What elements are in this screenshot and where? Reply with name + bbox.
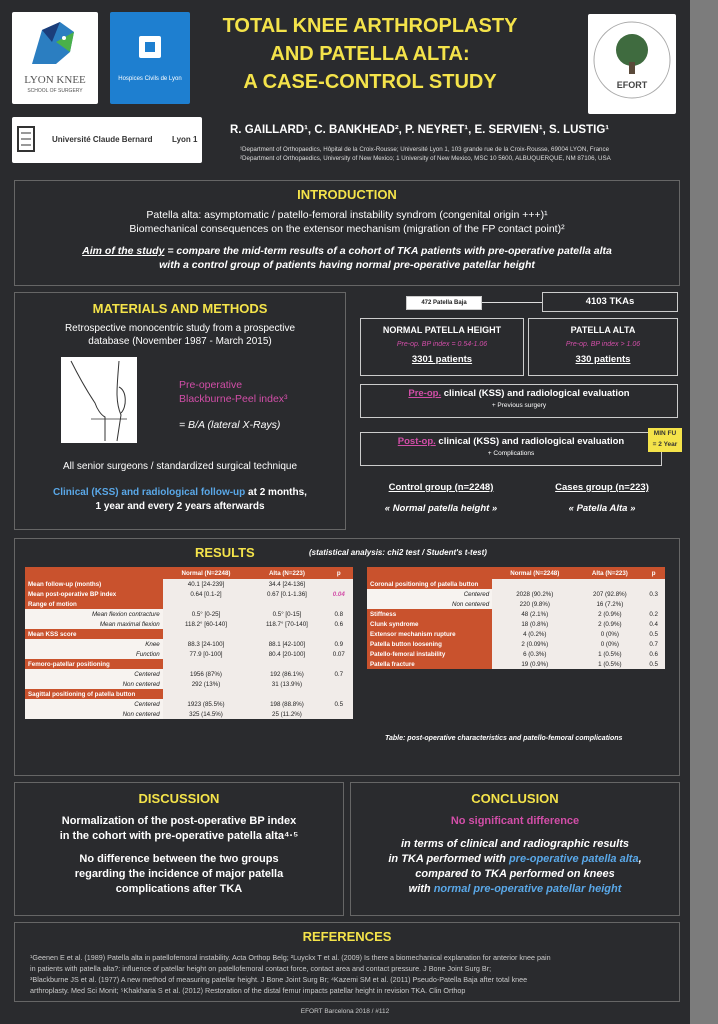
table-cell: Non centered xyxy=(367,599,492,609)
table-cell: Mean flexion contracture xyxy=(25,609,163,619)
results-stats-note: (statistical analysis: chi2 test / Student's t-test) xyxy=(309,548,487,557)
table-cell: 88.3 [24-100] xyxy=(187,640,225,648)
table-row xyxy=(367,599,665,609)
table-cell: 0.3 xyxy=(649,590,658,598)
cases-group-box xyxy=(528,478,676,522)
table-row xyxy=(25,629,353,639)
table-row xyxy=(367,619,665,629)
conclusion-3b: pre-operative patella alta xyxy=(508,853,639,865)
hospital-icon xyxy=(110,12,190,72)
table-cell: Centered xyxy=(25,699,163,709)
table-row xyxy=(25,599,353,609)
table-cell xyxy=(325,689,353,699)
methods-line-2: database (November 1987 - March 2015) xyxy=(88,336,272,347)
table-cell xyxy=(325,659,353,669)
results-table-left xyxy=(25,567,353,719)
normal-bp-range: Pre-op. BP index = 0.54-1.06 xyxy=(396,341,488,348)
table-row xyxy=(25,579,353,589)
affiliation-1: ¹Department of Orthopaedics, Hôpital de la Croix-Rousse; Université Lyon 1, 103 grande rue de la Croix-Rousse, 69004 LYON, France xyxy=(240,146,610,153)
hcl-logo xyxy=(110,12,190,104)
introduction-section xyxy=(14,180,680,286)
arrow-to-baja xyxy=(482,302,542,303)
table-header-cell: p xyxy=(642,567,665,579)
table-cell: 16 (7.2%) xyxy=(596,600,624,608)
table-cell: 0.5 xyxy=(334,700,344,708)
lyon-knee-text: LYON KNEE xyxy=(24,74,86,86)
table-row xyxy=(25,609,353,619)
postop-eval-box xyxy=(360,432,662,466)
aim-text-1: = compare the mid-term results of a cohort of TKA patients with pre-operative patella alta xyxy=(164,245,612,257)
reference-line-2: in patients with patella alta?: influence of patellar height on patellofemoral contact force, contact area and contact pressure. J Bone Joint Surg Br; xyxy=(30,964,492,973)
table-cell: 198 (88.8%) xyxy=(270,700,304,708)
table-cell: 2 (0.9%) xyxy=(598,620,622,628)
table-row xyxy=(367,579,665,589)
methods-section xyxy=(14,292,346,530)
table-row xyxy=(25,689,353,699)
patella-alta-box xyxy=(528,318,678,376)
discussion-line-1: Normalization of the post-operative BP index xyxy=(61,815,297,827)
table-cell xyxy=(249,659,324,669)
table-cell: Patella button loosening xyxy=(367,639,492,649)
table-cell: Non centered xyxy=(25,679,163,689)
table-cell: 325 (14.5%) xyxy=(189,710,223,718)
table-cell: Femoro-patellar positioning xyxy=(25,659,163,669)
aim-line-2: with a control group of patients having normal pre-operative patellar height xyxy=(159,259,535,271)
follow-up-rest: at 2 months, xyxy=(245,487,307,498)
table-cell: 0.8 xyxy=(334,610,344,618)
table-cell: Mean KSS score xyxy=(25,629,163,639)
wall-background xyxy=(690,0,718,1024)
table-header-row xyxy=(25,567,353,579)
discussion-line-4: regarding the incidence of major patella xyxy=(74,868,284,880)
table-cell xyxy=(325,629,353,639)
reference-line-4: arthroplasty. Med Sci Monit; ⁵Khakharia S et al. (2012) Restoration of the distal femur impacts patellar height in revision TKA. Clin Orthop xyxy=(30,986,466,995)
table-cell xyxy=(492,579,577,589)
control-group-box xyxy=(360,478,522,522)
discussion-line-5: complications after TKA xyxy=(115,883,243,895)
patella-alta-label: PATELLA ALTA xyxy=(570,325,636,335)
table-cell: 0.6 xyxy=(334,620,344,628)
table-row xyxy=(25,619,353,629)
efort-text: EFORT xyxy=(616,80,648,90)
table-header-cell: p xyxy=(325,567,353,579)
discussion-line-2: in the cohort with pre-operative patella alta⁴·⁵ xyxy=(59,830,299,842)
table-cell: 2 (0.9%) xyxy=(598,610,622,618)
conclusion-line-1: No significant difference xyxy=(450,815,580,827)
results-section xyxy=(14,538,680,776)
table-cell: 1 (0.5%) xyxy=(598,650,622,658)
total-tkas-box: 4103 TKAs xyxy=(542,292,678,312)
table-cell: Non centered xyxy=(25,709,163,719)
table-cell: 25 (11.2%) xyxy=(272,710,302,718)
efort-tree-icon xyxy=(588,14,676,114)
surgeons-text: All senior surgeons / standardized surgical technique xyxy=(62,461,298,472)
affiliation-2: ²Department of Orthopaedics, University of New Mexico; 1 University of New Mexico, MSC 10 5600, ALBUQUERQUE, NM 87106, USA xyxy=(240,155,611,162)
table-cell xyxy=(249,689,324,699)
table-cell: 0 (0%) xyxy=(600,640,619,648)
conclusion-section xyxy=(350,782,680,916)
reference-line-1: ¹Geenen E et al. (1989) Patella alta in patellofemoral instability. Acta Orthop Belg; ²Luyckx T et al. (2009) Is there a biomechanical explanation for anterior knee pain xyxy=(30,953,551,962)
normal-height-box xyxy=(360,318,524,376)
discussion-section xyxy=(14,782,344,916)
ucb-logo xyxy=(12,117,202,163)
table-cell: 0.67 [0.1-1.36] xyxy=(266,590,307,598)
table-cell xyxy=(325,599,353,609)
results-table-right xyxy=(367,567,665,669)
table-cell: 0.9 xyxy=(334,640,344,648)
table-cell xyxy=(325,679,353,689)
table-cell xyxy=(325,579,353,589)
table-cell: Extensor mechanism rupture xyxy=(367,629,492,639)
table-cell xyxy=(577,579,642,589)
table-cell: 0.4 xyxy=(649,620,658,628)
table-cell: 6 (0.3%) xyxy=(523,650,547,658)
table-cell: 4 (0.2%) xyxy=(523,630,547,638)
table-header-cell xyxy=(25,567,163,579)
table-row xyxy=(367,649,665,659)
table-cell: Clunk syndrome xyxy=(367,619,492,629)
conclusion-3a: in TKA performed with xyxy=(388,853,509,865)
results-heading: RESULTS xyxy=(195,545,255,560)
postop-eval-text xyxy=(361,436,661,447)
table-cell xyxy=(325,709,353,719)
title-line-1: TOTAL KNEE ARTHROPLASTY xyxy=(222,15,518,37)
discussion-heading: DISCUSSION xyxy=(138,791,220,806)
table-row xyxy=(367,639,665,649)
table-cell: 0.7 xyxy=(334,670,344,678)
results-caption: Table: post-operative characteristics and patello-femoral complications xyxy=(385,735,623,742)
table-cell: 0.5 xyxy=(649,660,658,668)
min-fu-label: MIN FU xyxy=(653,430,677,437)
table-cell: 0 (0%) xyxy=(600,630,619,638)
references-heading: REFERENCES xyxy=(302,929,392,944)
table-header-cell: Normal (N=2248) xyxy=(492,567,577,579)
bp-index-label-2: Blackburne-Peel index³ xyxy=(179,393,288,405)
table-cell xyxy=(249,599,324,609)
bp-index-label-1: Pre-operative xyxy=(179,379,243,391)
table-cell: Patello-femoral instability xyxy=(367,649,492,659)
table-cell xyxy=(249,629,324,639)
title-line-3: A CASE-CONTROL STUDY xyxy=(243,71,497,93)
table-cell xyxy=(163,689,250,699)
preop-rest: clinical (KSS) and radiological evaluation xyxy=(441,388,630,399)
min-fu-badge xyxy=(648,428,682,452)
conclusion-line-5 xyxy=(351,883,679,895)
knee-diagram-icon xyxy=(61,357,137,443)
ucb-city: Lyon 1 xyxy=(172,135,198,144)
table-cell: 0.64 [0.1-2] xyxy=(190,590,222,598)
table-cell: 192 (86.1%) xyxy=(270,670,304,678)
normal-height-label: NORMAL PATELLA HEIGHT xyxy=(382,325,502,335)
authors: R. GAILLARD¹, C. BANKHEAD², P. NEYRET¹, E. SERVIEN¹, S. LUSTIG¹ xyxy=(230,124,610,136)
table-header-cell: Alta (N=223) xyxy=(249,567,324,579)
table-cell: 0.04 xyxy=(332,590,345,598)
methods-line-1: Retrospective monocentric study from a prospective xyxy=(64,323,296,334)
ucb-emblem-icon xyxy=(12,117,42,163)
table-row xyxy=(367,659,665,669)
table-row xyxy=(25,659,353,669)
table-cell: Function xyxy=(25,649,163,659)
efort-logo xyxy=(588,14,676,114)
table-cell: Mean follow-up (months) xyxy=(25,579,163,589)
footer: EFORT Barcelona 2018 / #112 xyxy=(300,1008,390,1015)
conclusion-heading: CONCLUSION xyxy=(471,791,559,806)
table-cell: Centered xyxy=(367,589,492,599)
table-cell: 0.2 xyxy=(649,610,658,618)
table-cell: 1956 (87%) xyxy=(190,670,222,678)
table-cell xyxy=(163,599,250,609)
control-group-label: Control group (n=2248) xyxy=(388,482,494,493)
intro-line-1: Patella alta: asymptomatic / patello-femoral instability syndrom (congenital origin +++)¹ xyxy=(146,209,548,221)
follow-up-line-2: 1 year and every 2 years afterwards xyxy=(95,501,265,512)
table-cell: Range of motion xyxy=(25,599,163,609)
normal-patients: 3301 patients xyxy=(411,354,473,365)
table-cell: Knee xyxy=(25,639,163,649)
alta-patients: 330 patients xyxy=(575,354,631,365)
lyon-knee-subtext: SCHOOL OF SURGERY xyxy=(27,88,83,94)
control-group-sub: « Normal patella height » xyxy=(384,503,498,514)
reference-line-3: ³Blackburne JS et al. (1977) A new method of measuring patellar height. J Bone Joint Surg Br; ⁴Kazemi SM et al. (2011) Pseudo-Patella Baja after total knee xyxy=(30,975,528,984)
table-cell: 2028 (90.2%) xyxy=(516,590,554,598)
table-cell: 207 (92.8%) xyxy=(593,590,627,598)
table-row xyxy=(25,649,353,659)
cases-group-sub: « Patella Alta » xyxy=(568,503,636,514)
lyon-knee-logo xyxy=(12,12,98,104)
previous-surgery: + Previous surgery xyxy=(491,402,547,409)
table-row xyxy=(25,699,353,709)
preop-eval-box xyxy=(360,384,678,418)
alta-bp-range: Pre-op. BP index > 1.06 xyxy=(565,341,641,348)
conclusion-line-4: compared to TKA performed on knees xyxy=(415,868,615,880)
conclusion-line-2: in terms of clinical and radiographic results xyxy=(400,838,629,850)
table-cell: 0.5° [0-15] xyxy=(272,610,302,618)
bp-formula: = B/A (lateral X-Rays) xyxy=(179,419,281,431)
follow-up-highlight: Clinical (KSS) and radiological follow-up xyxy=(53,487,246,498)
table-row xyxy=(25,709,353,719)
discussion-line-3: No difference between the two groups xyxy=(79,853,279,865)
table-cell: 18 (0.8%) xyxy=(521,620,549,628)
table-cell xyxy=(163,659,250,669)
table-header-cell: Alta (N=223) xyxy=(577,567,642,579)
introduction-heading: INTRODUCTION xyxy=(297,187,397,202)
table-header-cell: Normal (N=2248) xyxy=(163,567,250,579)
table-header-row xyxy=(367,567,665,579)
min-fu-value: = 2 Year xyxy=(652,441,678,448)
table-cell: Mean maximal flexion xyxy=(25,619,163,629)
table-cell xyxy=(642,599,665,609)
conclusion-line-3 xyxy=(351,853,679,865)
table-cell: 0.7 xyxy=(649,640,658,648)
table-cell: 118.2° [60-140] xyxy=(185,620,227,628)
title-line-2: AND PATELLA ALTA: xyxy=(270,43,470,65)
table-cell: Patella fracture xyxy=(367,659,492,669)
table-cell: 292 (13%) xyxy=(191,680,221,688)
table-cell: 31 (13.9%) xyxy=(271,680,303,688)
conclusion-3c: , xyxy=(638,853,642,865)
table-cell: 0.5 xyxy=(649,630,658,638)
follow-up-line-1 xyxy=(15,487,345,498)
intro-line-2: Biomechanical consequences on the extensor mechanism (migration of the FP contact point)² xyxy=(129,223,565,235)
table-cell: Mean post-operative BP index xyxy=(25,589,163,599)
table-cell xyxy=(163,629,250,639)
table-row xyxy=(367,629,665,639)
ucb-text: Université Claude Bernard xyxy=(52,135,153,144)
table-cell: Sagittal positioning of patella button xyxy=(25,689,163,699)
table-cell: Centered xyxy=(25,669,163,679)
preop-eval-text xyxy=(361,388,677,399)
table-cell: 2 (0.09%) xyxy=(521,640,549,648)
table-row xyxy=(25,589,353,599)
complications: + Complications xyxy=(487,450,535,457)
table-cell: 34.4 [24-136] xyxy=(268,580,306,588)
table-cell: 0.6 xyxy=(649,650,658,658)
aim-line-1 xyxy=(15,245,679,257)
table-row xyxy=(25,669,353,679)
table-cell: 0.07 xyxy=(332,650,345,658)
hcl-text: Hospices Civils de Lyon xyxy=(118,76,182,82)
table-cell: 77.9 [0-100] xyxy=(189,650,223,658)
lion-icon xyxy=(12,12,98,72)
patella-baja-box: 472 Patella Baja xyxy=(406,296,482,310)
table-cell: 19 (0.9%) xyxy=(521,660,549,668)
table-cell: 118.7° [70-140] xyxy=(265,620,308,628)
table-cell: Coronal positioning of patella button xyxy=(367,579,492,589)
study-flowchart xyxy=(352,292,682,528)
table-cell: 88.1 [42-100] xyxy=(268,640,306,648)
table-cell: 40.1 [24-239] xyxy=(187,580,225,588)
conclusion-5a: with xyxy=(408,883,434,895)
poster-title xyxy=(190,12,550,96)
table-row xyxy=(367,609,665,619)
knee-xray-diagram xyxy=(61,357,137,443)
table-header-cell xyxy=(367,567,492,579)
table-row xyxy=(25,679,353,689)
conclusion-5b: normal pre-operative patellar height xyxy=(433,883,622,895)
cases-group-label: Cases group (n=223) xyxy=(555,482,649,493)
preop-label: Pre-op. xyxy=(408,388,442,399)
table-cell: 0.5° [0-25] xyxy=(191,610,221,618)
methods-heading: MATERIALS AND METHODS xyxy=(92,301,268,316)
postop-rest: clinical (KSS) and radiological evaluation xyxy=(435,436,625,447)
table-cell xyxy=(642,579,665,589)
table-row xyxy=(25,639,353,649)
table-cell: Stiffness xyxy=(367,609,492,619)
table-cell: 48 (2.1%) xyxy=(521,610,549,618)
table-cell: 1923 (85.5%) xyxy=(187,700,225,708)
postop-label: Post-op. xyxy=(397,436,436,447)
table-row xyxy=(367,589,665,599)
aim-label: Aim of the study xyxy=(82,245,165,257)
table-cell: 80.4 [20-100] xyxy=(268,650,306,658)
table-cell: 220 (9.8%) xyxy=(519,600,550,608)
table-cell: 1 (0.5%) xyxy=(598,660,622,668)
